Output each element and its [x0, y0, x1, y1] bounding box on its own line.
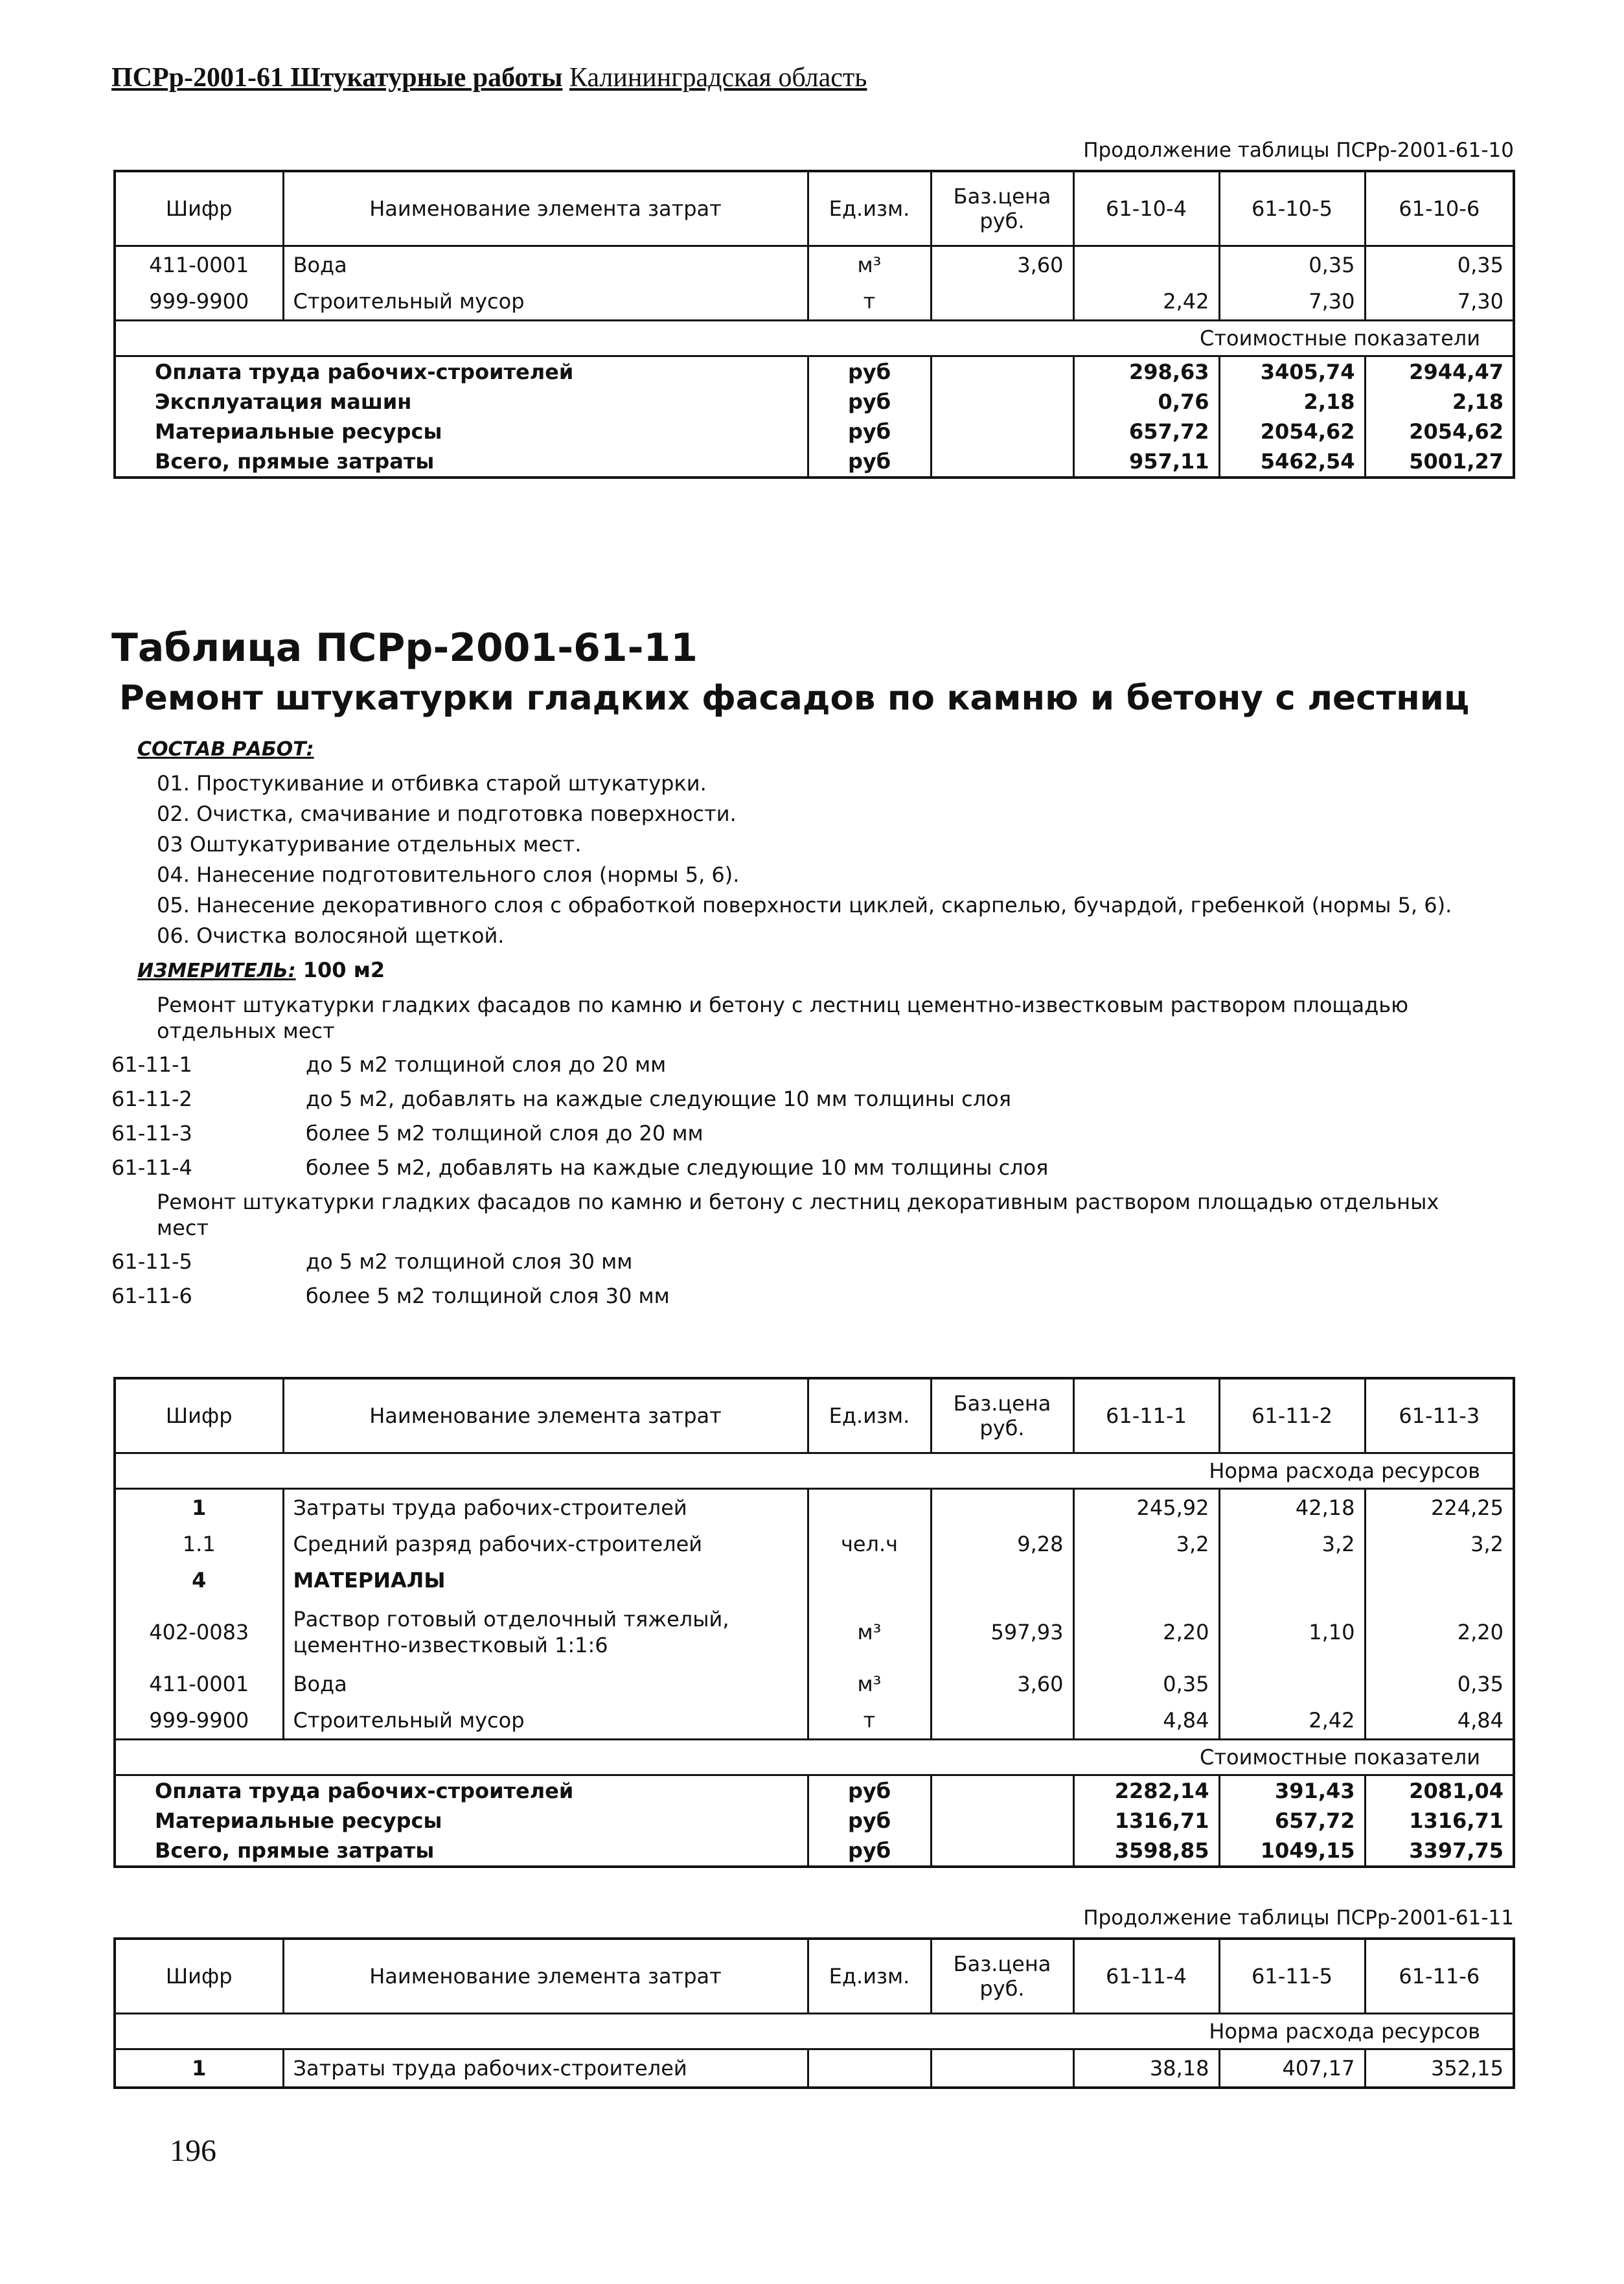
cell-unit: т — [808, 283, 931, 321]
cell-v3 — [1365, 1562, 1514, 1598]
cell-name: Вода — [283, 1666, 808, 1702]
description-2: Ремонт штукатурки гладких фасадов по камню и бетону с лестниц декоративным раствором площадью отдельных мест — [157, 1190, 1439, 1240]
cell-code: 999-9900 — [115, 1702, 283, 1740]
code-text: до 5 м2 толщиной слоя 30 мм — [306, 1249, 633, 1274]
cell-v2 — [1219, 1562, 1365, 1598]
cell-price: 3,60 — [931, 246, 1073, 284]
works-item: 06. Очистка волосяной щеткой. — [157, 923, 505, 948]
works-item: 05. Нанесение декоративного слоя с обработкой поверхности циклей, скарпелью, бучардой, гребенкой (нормы 5, 6). — [157, 893, 1452, 917]
col-unit: Ед.изм. — [808, 1378, 931, 1453]
cell-v3: 0,35 — [1365, 1666, 1514, 1702]
col-price: Баз.цена руб. — [931, 1378, 1073, 1453]
cell-v1: 0,35 — [1073, 1666, 1219, 1702]
cell-unit — [808, 1562, 931, 1598]
table2-header-row — [115, 1378, 1514, 1453]
cost-v2: 1049,15 — [1219, 1836, 1365, 1867]
cell-v2: 42,18 — [1219, 1489, 1365, 1527]
measure-value: 100 м2 — [303, 958, 385, 982]
cell-price — [931, 2049, 1073, 2088]
works-item: 03 Оштукатуривание отдельных мест. — [157, 832, 582, 857]
cell-name: Затраты труда рабочих-строителей — [283, 1489, 808, 1527]
table-number: Таблица ПСРр-2001-61-11 — [111, 625, 698, 671]
cell-v1: 3,2 — [1073, 1526, 1219, 1562]
cost-v1: 0,76 — [1073, 387, 1219, 417]
col-price: Баз.цена руб. — [931, 171, 1073, 246]
header-region: Калининградская область — [569, 63, 867, 93]
col-code: Шифр — [115, 1378, 283, 1453]
cost-blank — [931, 387, 1073, 417]
cost-v3: 2,18 — [1365, 387, 1514, 417]
cost-blank — [931, 446, 1073, 478]
table3-header-row — [115, 1939, 1514, 2014]
code: 61-11-6 — [111, 1284, 192, 1308]
cost-row — [115, 1836, 1514, 1867]
table1-continuation-label: Продолжение таблицы ПСРр-2001-61-10 — [1083, 139, 1514, 162]
cell-name: Строительный мусор — [283, 283, 808, 321]
code: 61-11-2 — [111, 1087, 192, 1111]
cost-v2: 657,72 — [1219, 1806, 1365, 1836]
cost-row — [115, 1806, 1514, 1836]
table-row — [115, 1666, 1514, 1702]
col-price: Баз.цена руб. — [931, 1939, 1073, 2014]
cell-name: Строительный мусор — [283, 1702, 808, 1740]
cost-v2: 391,43 — [1219, 1775, 1365, 1806]
works-section — [111, 732, 1517, 1313]
table-row — [115, 1702, 1514, 1740]
cell-code: 1 — [115, 2049, 283, 2088]
cell-name: МАТЕРИАЛЫ — [283, 1562, 808, 1598]
col-v1: 61-11-4 — [1073, 1939, 1219, 2014]
works-item: 02. Очистка, смачивание и подготовка поверхности. — [157, 802, 737, 826]
table3-continuation-label: Продолжение таблицы ПСРр-2001-61-11 — [1083, 1906, 1514, 1930]
cost-v1: 957,11 — [1073, 446, 1219, 478]
cell-code: 411-0001 — [115, 246, 283, 284]
col-v1: 61-10-4 — [1073, 171, 1219, 246]
cost-unit: руб — [808, 1775, 931, 1806]
description-1: Ремонт штукатурки гладких фасадов по камню и бетону с лестниц цементно-известковым раствором площадью отдельных мест — [157, 993, 1409, 1043]
cost-blank — [931, 1775, 1073, 1806]
cell-unit: чел.ч — [808, 1526, 931, 1562]
cell-unit: м³ — [808, 246, 931, 284]
works-item: 04. Нанесение подготовительного слоя (нормы 5, 6). — [157, 862, 740, 887]
table-row — [115, 1562, 1514, 1598]
cell-v3: 3,2 — [1365, 1526, 1514, 1562]
page-header — [111, 62, 867, 93]
col-v2: 61-11-2 — [1219, 1378, 1365, 1453]
cost-unit: руб — [808, 1806, 931, 1836]
table-row — [115, 246, 1514, 284]
cell-v3: 7,30 — [1365, 283, 1514, 321]
col-v2: 61-10-5 — [1219, 171, 1365, 246]
cost-v2: 5462,54 — [1219, 446, 1365, 478]
cell-v1: 38,18 — [1073, 2049, 1219, 2088]
cost-row — [115, 387, 1514, 417]
cell-price — [931, 1489, 1073, 1527]
cost-name: Материальные ресурсы — [115, 417, 808, 446]
cell-v2: 0,35 — [1219, 246, 1365, 284]
cost-name: Материальные ресурсы — [115, 1806, 808, 1836]
cell-code: 999-9900 — [115, 283, 283, 321]
code-row — [111, 1245, 1517, 1279]
cost-v2: 3405,74 — [1219, 356, 1365, 387]
cell-v2 — [1219, 1666, 1365, 1702]
cell-name: Затраты труда рабочих-строителей — [283, 2049, 808, 2088]
cost-v3: 2081,04 — [1365, 1775, 1514, 1806]
measure-label: ИЗМЕРИТЕЛЬ: — [137, 960, 296, 982]
cost-blank — [931, 1836, 1073, 1867]
cell-code: 402-0083 — [115, 1598, 283, 1666]
cell-price — [931, 1702, 1073, 1740]
table2-section-row — [115, 1740, 1514, 1775]
code-text: до 5 м2, добавлять на каждые следующие 10 мм толщины слоя — [306, 1087, 1011, 1111]
cost-v3: 5001,27 — [1365, 446, 1514, 478]
cell-v1: 4,84 — [1073, 1702, 1219, 1740]
cell-price: 597,93 — [931, 1598, 1073, 1666]
cost-v3: 2944,47 — [1365, 356, 1514, 387]
cell-unit: м³ — [808, 1666, 931, 1702]
header-title: ПСРр-2001-61 Штукатурные работы — [111, 63, 563, 93]
cell-name: Средний разряд рабочих-строителей — [283, 1526, 808, 1562]
cost-row — [115, 417, 1514, 446]
cost-unit: руб — [808, 387, 931, 417]
cost-v2: 2054,62 — [1219, 417, 1365, 446]
cost-v3: 3397,75 — [1365, 1836, 1514, 1867]
cell-v3: 2,20 — [1365, 1598, 1514, 1666]
col-code: Шифр — [115, 1939, 283, 2014]
code: 61-11-4 — [111, 1155, 192, 1180]
code-text: более 5 м2 толщиной слоя 30 мм — [306, 1284, 670, 1308]
code: 61-11-3 — [111, 1121, 192, 1146]
cost-v3: 1316,71 — [1365, 1806, 1514, 1836]
cell-v3: 224,25 — [1365, 1489, 1514, 1527]
section-label: Норма расхода ресурсов — [115, 1453, 1514, 1489]
cell-unit — [808, 1489, 931, 1527]
cell-code: 4 — [115, 1562, 283, 1598]
code-row — [111, 1116, 1517, 1151]
cost-blank — [931, 417, 1073, 446]
cost-name: Всего, прямые затраты — [115, 446, 808, 478]
col-unit: Ед.изм. — [808, 171, 931, 246]
col-code: Шифр — [115, 171, 283, 246]
col-v2: 61-11-5 — [1219, 1939, 1365, 2014]
col-v3: 61-10-6 — [1365, 171, 1514, 246]
cost-name: Всего, прямые затраты — [115, 1836, 808, 1867]
table-name: Ремонт штукатурки гладких фасадов по камню и бетону с лестниц — [119, 678, 1470, 718]
cell-name: Вода — [283, 246, 808, 284]
cell-v1 — [1073, 246, 1219, 284]
table3 — [113, 1937, 1515, 2089]
code: 61-11-1 — [111, 1052, 192, 1077]
code-text: более 5 м2, добавлять на каждые следующие 10 мм толщины слоя — [306, 1155, 1049, 1180]
works-item: 01. Простукивание и отбивка старой штукатурки. — [157, 771, 707, 796]
code-text: более 5 м2 толщиной слоя до 20 мм — [306, 1121, 703, 1146]
works-heading: СОСТАВ РАБОТ: — [137, 738, 314, 761]
cost-row — [115, 446, 1514, 478]
measure-line — [111, 953, 1517, 988]
cell-name: Раствор готовый отделочный тяжелый, цементно-известковый 1:1:6 — [283, 1598, 808, 1666]
table1 — [113, 170, 1515, 479]
cost-unit: руб — [808, 1836, 931, 1867]
cell-v1: 2,20 — [1073, 1598, 1219, 1666]
col-v3: 61-11-3 — [1365, 1378, 1514, 1453]
table1-section-row — [115, 321, 1514, 356]
table-row — [115, 283, 1514, 321]
cost-v1: 657,72 — [1073, 417, 1219, 446]
table2 — [113, 1377, 1515, 1868]
cost-v1: 298,63 — [1073, 356, 1219, 387]
cell-v3: 4,84 — [1365, 1702, 1514, 1740]
table-row — [115, 1489, 1514, 1527]
cell-v2: 3,2 — [1219, 1526, 1365, 1562]
cost-blank — [931, 1806, 1073, 1836]
cost-row — [115, 1775, 1514, 1806]
col-v3: 61-11-6 — [1365, 1939, 1514, 2014]
cell-unit: т — [808, 1702, 931, 1740]
cost-unit: руб — [808, 417, 931, 446]
cost-v1: 2282,14 — [1073, 1775, 1219, 1806]
section-label: Стоимостные показатели — [115, 321, 1514, 356]
cell-v1: 245,92 — [1073, 1489, 1219, 1527]
table-row — [115, 1526, 1514, 1562]
col-name: Наименование элемента затрат — [283, 1378, 808, 1453]
cost-v1: 3598,85 — [1073, 1836, 1219, 1867]
table2-section-row — [115, 1453, 1514, 1489]
cell-v2: 1,10 — [1219, 1598, 1365, 1666]
cell-price — [931, 1562, 1073, 1598]
cell-unit: м³ — [808, 1598, 931, 1666]
cell-v3: 352,15 — [1365, 2049, 1514, 2088]
code-row — [111, 1082, 1517, 1116]
cost-unit: руб — [808, 356, 931, 387]
code-row — [111, 1151, 1517, 1185]
cell-price: 9,28 — [931, 1526, 1073, 1562]
cost-v3: 2054,62 — [1365, 417, 1514, 446]
cell-v1: 2,42 — [1073, 283, 1219, 321]
cell-v1 — [1073, 1562, 1219, 1598]
cost-v2: 2,18 — [1219, 387, 1365, 417]
col-v1: 61-11-1 — [1073, 1378, 1219, 1453]
section-label: Стоимостные показатели — [115, 1740, 1514, 1775]
cell-v2: 407,17 — [1219, 2049, 1365, 2088]
table3-section-row — [115, 2014, 1514, 2049]
col-name: Наименование элемента затрат — [283, 1939, 808, 2014]
col-name: Наименование элемента затрат — [283, 171, 808, 246]
cell-price: 3,60 — [931, 1666, 1073, 1702]
table-row — [115, 1598, 1514, 1666]
section-title — [111, 622, 1469, 723]
section-label: Норма расхода ресурсов — [115, 2014, 1514, 2049]
cell-code: 1.1 — [115, 1526, 283, 1562]
cell-unit — [808, 2049, 931, 2088]
code: 61-11-5 — [111, 1249, 192, 1274]
code-text: до 5 м2 толщиной слоя до 20 мм — [306, 1052, 667, 1077]
page-number: 196 — [170, 2134, 216, 2168]
cell-price — [931, 283, 1073, 321]
table-row — [115, 2049, 1514, 2088]
cost-name: Оплата труда рабочих-строителей — [115, 356, 808, 387]
col-unit: Ед.изм. — [808, 1939, 931, 2014]
cell-code: 411-0001 — [115, 1666, 283, 1702]
table1-header-row — [115, 171, 1514, 246]
cell-v2: 7,30 — [1219, 283, 1365, 321]
cost-blank — [931, 356, 1073, 387]
cost-row — [115, 356, 1514, 387]
cell-code: 1 — [115, 1489, 283, 1527]
cell-v2: 2,42 — [1219, 1702, 1365, 1740]
cost-name: Оплата труда рабочих-строителей — [115, 1775, 808, 1806]
cost-unit: руб — [808, 446, 931, 478]
code-row — [111, 1048, 1517, 1082]
cost-name: Эксплуатация машин — [115, 387, 808, 417]
code-row — [111, 1279, 1517, 1313]
cell-v3: 0,35 — [1365, 246, 1514, 284]
cost-v1: 1316,71 — [1073, 1806, 1219, 1836]
